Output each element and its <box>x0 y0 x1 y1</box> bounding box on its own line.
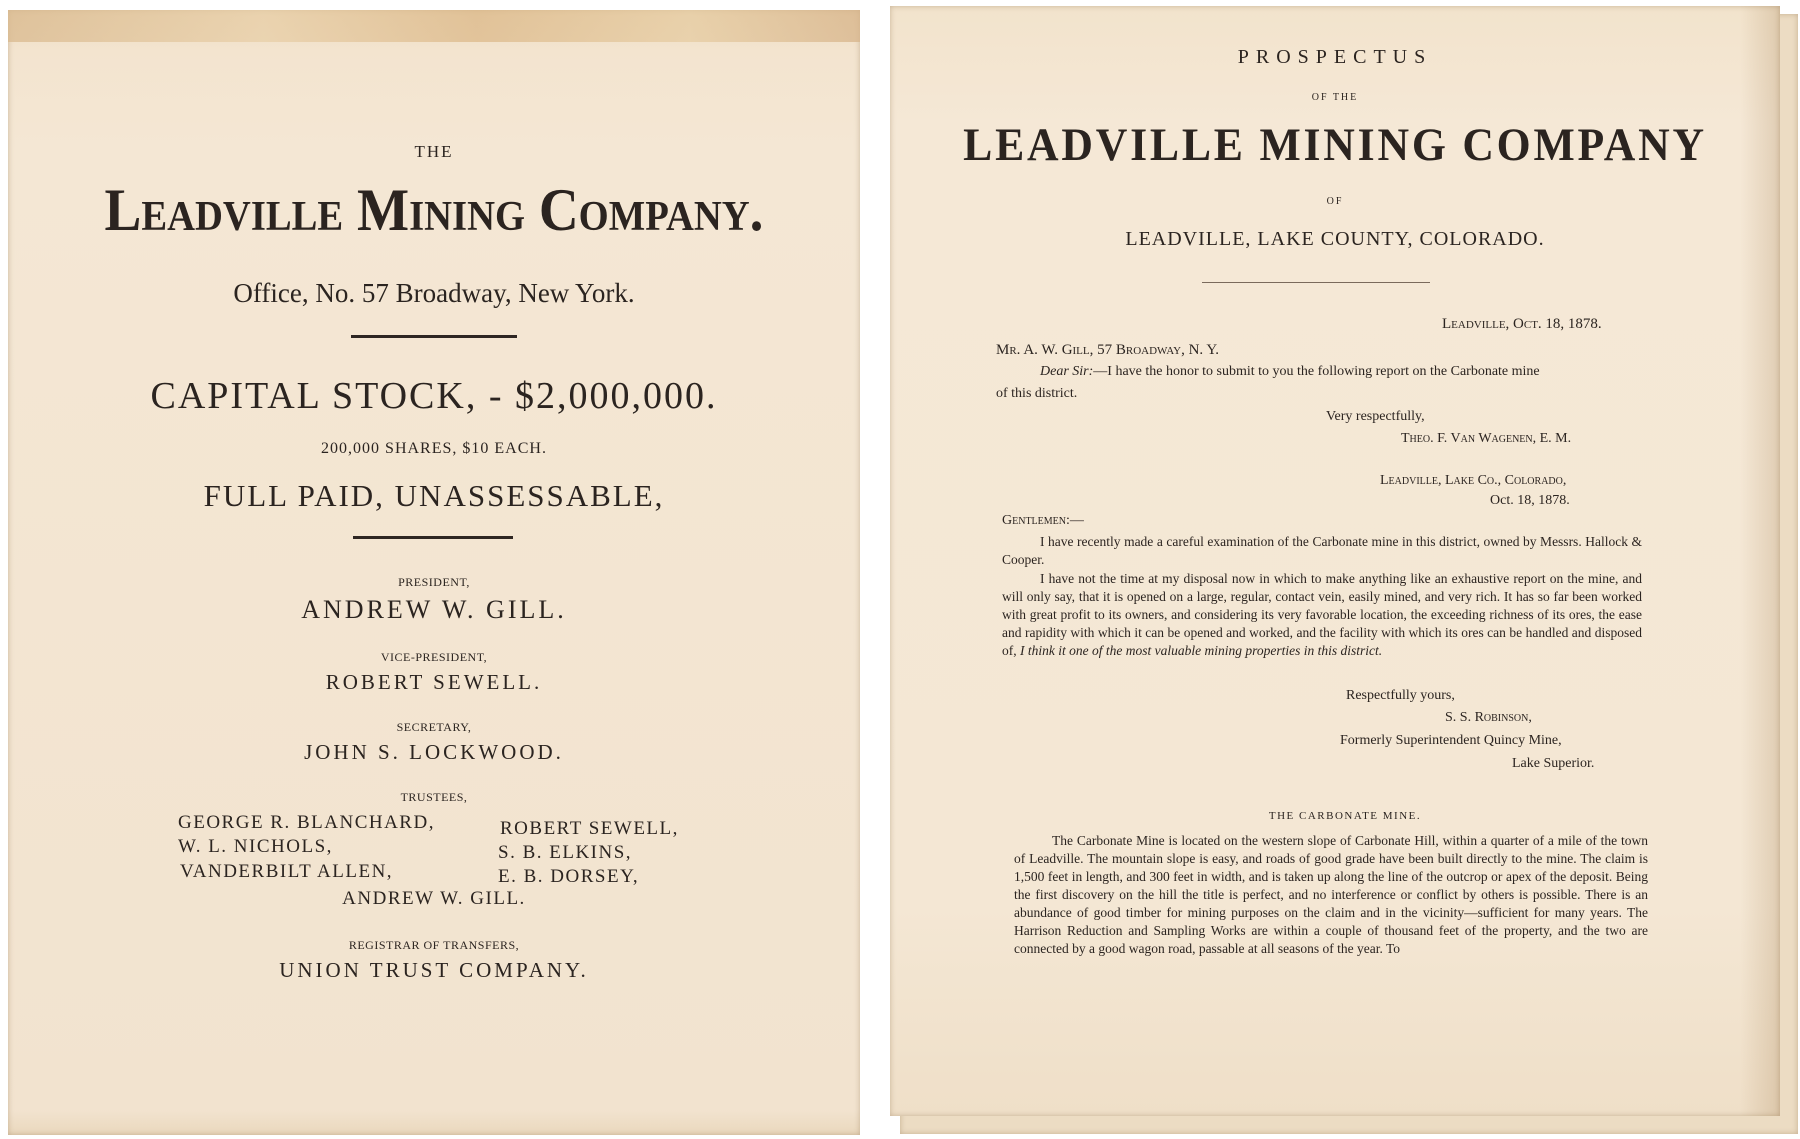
divider <box>353 536 513 539</box>
salutation: Dear Sir: <box>1040 364 1094 379</box>
company-title: LEADVILLE MINING COMPANY <box>963 119 1707 171</box>
trustee-name: VANDERBILT ALLEN, <box>180 861 394 882</box>
section-heading: THE CARBONATE MINE. <box>1268 810 1422 822</box>
paper-stain <box>8 10 860 42</box>
report-paragraph: I have recently made a careful examination of the Carbonate mine in this district, owned by Messrs. Hallock & Cooper. <box>1002 534 1642 567</box>
divider <box>351 335 517 338</box>
date-line: Oct. 18, 1878. <box>1490 493 1570 508</box>
robinson-signature: S. S. Robinson, <box>1445 710 1532 725</box>
carbonate-paragraph: The Carbonate Mine is located on the western slope of Carbonate Hill, within a quarter of a mile of the town of Leadville. The mountain slope is easy, and roads of good grade have been built directly to the mine. The claim is 1,500 feet in length, and 300 feet in width, and is taken up along the line of the outcrop or apex of the deposit. Being the first discovery on the hill the title is perfect, and no interference or conflict by others is possible. There is an abundance of good timber for mining purposes on the claim and in the vicinity—sufficient for many years. The Harrison Reduction and Sampling Works are within a couple of thousand feet of the property, and the two are connected by a good wagon road, passable at all seasons of the year. To <box>1014 833 1648 956</box>
president-label: PRESIDENT, <box>398 575 470 589</box>
full-paid-line: FULL PAID, UNASSESSABLE, <box>203 478 665 513</box>
robinson-place: Lake Superior. <box>1512 756 1595 771</box>
company-title: Leadville Mining Company. <box>104 177 764 243</box>
trustee-name: E. B. DORSEY, <box>498 866 640 887</box>
page-edge <box>1740 6 1780 1116</box>
trustee-name: GEORGE R. BLANCHARD, <box>178 812 435 833</box>
prospectus-heading: PROSPECTUS <box>1237 46 1433 68</box>
vice-president-label: VICE-PRESIDENT, <box>380 650 488 664</box>
trustee-name: S. B. ELKINS, <box>498 842 633 863</box>
secretary-label: SECRETARY, <box>396 720 472 734</box>
capital-stock: CAPITAL STOCK, - $2,000,000. <box>150 375 718 417</box>
gentlemen-salutation: Gentlemen:— <box>1002 513 1084 528</box>
office-address: Office, No. 57 Broadway, New York. <box>233 278 635 308</box>
addressee: Mr. A. W. Gill, 57 Broadway, N. Y. <box>996 342 1220 358</box>
trustee-name: W. L. NICHOLS, <box>178 836 333 857</box>
report-text: I have not the time at my disposal now in which to make anything like an exhaustive report on the mine, and will only say, that it is opened on a large, regular, contact vein, easily mined, and very rich. It has so far been worked with great profit to its owners, and considering its very favorable location, the exceeding richness of its ores, the ease and rapidity with which it can be opened and worked, and the facility with which its ores can be handled and disposed of, <box>1002 571 1642 658</box>
trustee-name: ROBERT SEWELL, <box>500 818 679 839</box>
divider <box>1202 282 1430 283</box>
closing: Very respectfully, <box>1326 409 1425 424</box>
registrar-name: UNION TRUST COMPANY. <box>279 958 589 982</box>
right-page <box>890 6 1780 1116</box>
signature: Theo. F. Van Wagenen, E. M. <box>1401 431 1572 446</box>
the-label: THE <box>414 142 454 161</box>
secretary-name: JOHN S. LOCKWOOD. <box>304 740 564 764</box>
place-line: Leadville, Lake Co., Colorado, <box>1380 473 1567 488</box>
robinson-title: Formerly Superintendent Quincy Mine, <box>1340 733 1562 748</box>
location-line: LEADVILLE, LAKE COUNTY, COLORADO. <box>1125 228 1545 250</box>
of-the-label: OF THE <box>1311 92 1359 103</box>
report-emphasis: I think it one of the most valuable mining properties in this district. <box>1020 643 1383 658</box>
letter-body-continued: of this district. <box>996 386 1078 401</box>
letter-body: —I have the honor to submit to you the following report on the Carbonate mine <box>1093 364 1540 379</box>
shares-line: 200,000 SHARES, $10 EACH. <box>321 440 547 457</box>
of-label: OF <box>1326 196 1344 207</box>
trustees-label: TRUSTEES, <box>400 790 468 804</box>
vice-president-name: ROBERT SEWELL. <box>325 670 543 694</box>
president-name: ANDREW W. GILL. <box>301 595 567 624</box>
dateline: Leadville, Oct. 18, 1878. <box>1442 316 1602 332</box>
report-paragraph <box>1002 570 1642 660</box>
letter-intro <box>1040 364 1540 380</box>
respectfully: Respectfully yours, <box>1346 688 1455 703</box>
trustee-name: ANDREW W. GILL. <box>342 888 526 909</box>
left-page <box>8 10 860 1135</box>
registrar-label: REGISTRAR OF TRANSFERS, <box>348 938 520 952</box>
